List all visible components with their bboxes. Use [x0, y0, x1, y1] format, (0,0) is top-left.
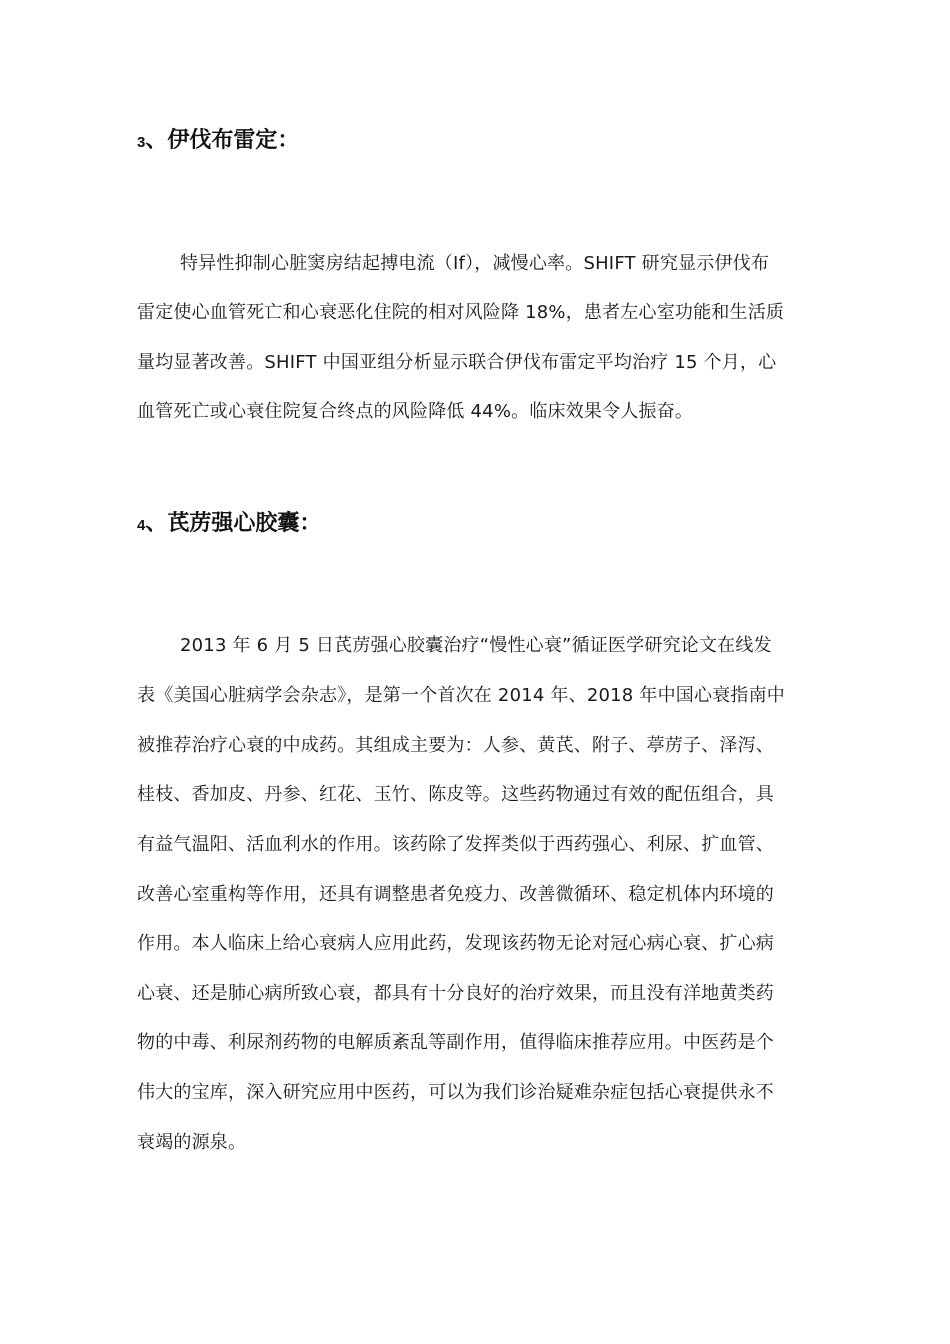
paragraph-line: 作用。本人临床上给心衰病人应用此药，发现该药物无论对冠心病心衰、扩心病 — [137, 933, 774, 954]
section-heading-ivabradine — [137, 122, 299, 158]
paragraph-line: 量均显著改善。SHIFT 中国亚组分析显示联合伊伐布雷定平均治疗 15 个月，心 — [137, 352, 777, 373]
section-title: 、芪苈强心胶囊： — [145, 510, 322, 536]
paragraph-line: 物的中毒、利尿剂药物的电解质紊乱等副作用，值得临床推荐应用。中医药是个 — [137, 1032, 774, 1053]
section-title: 、伊伐布雷定： — [145, 127, 300, 153]
paragraph-line: 特异性抑制心脏窦房结起搏电流（If），减慢心率。SHIFT 研究显示伊伐布 — [180, 253, 770, 274]
paragraph-line: 伟大的宝库，深入研究应用中医药，可以为我们诊治疑难杂症包括心衰提供永不 — [137, 1082, 774, 1103]
paragraph-line: 表《美国心脏病学会杂志》，是第一个首次在 2014 年、2018 年中国心衰指南中 — [137, 685, 785, 706]
paragraph-line: 血管死亡或心衰住院复合终点的风险降低 44%。临床效果令人振奋。 — [137, 401, 694, 422]
paragraph-line: 被推荐治疗心衰的中成药。其组成主要为：人参、黄芪、附子、葶苈子、泽泻、 — [137, 735, 774, 756]
section-number: 3 — [137, 134, 146, 151]
section-number: 4 — [137, 517, 146, 534]
paragraph-line: 改善心室重构等作用，还具有调整患者免疫力、改善微循环、稳定机体内环境的 — [137, 884, 774, 905]
paragraph-line: 2013 年 6 月 5 日芪苈强心胶囊治疗“慢性心衰”循证医学研究论文在线发 — [180, 635, 772, 656]
paragraph-line: 雷定使心血管死亡和心衰恶化住院的相对风险降 18%，患者左心室功能和生活质 — [137, 302, 785, 323]
paragraph-line: 有益气温阳、活血利水的作用。该药除了发挥类似于西药强心、利尿、扩血管、 — [137, 834, 774, 855]
section-heading-qiliqiangxin — [137, 505, 321, 541]
paragraph-line: 心衰、还是肺心病所致心衰，都具有十分良好的治疗效果，而且没有洋地黄类药 — [137, 983, 774, 1004]
paragraph-line: 桂枝、香加皮、丹参、红花、玉竹、陈皮等。这些药物通过有效的配伍组合，具 — [137, 784, 774, 805]
paragraph-line: 衰竭的源泉。 — [137, 1132, 247, 1153]
